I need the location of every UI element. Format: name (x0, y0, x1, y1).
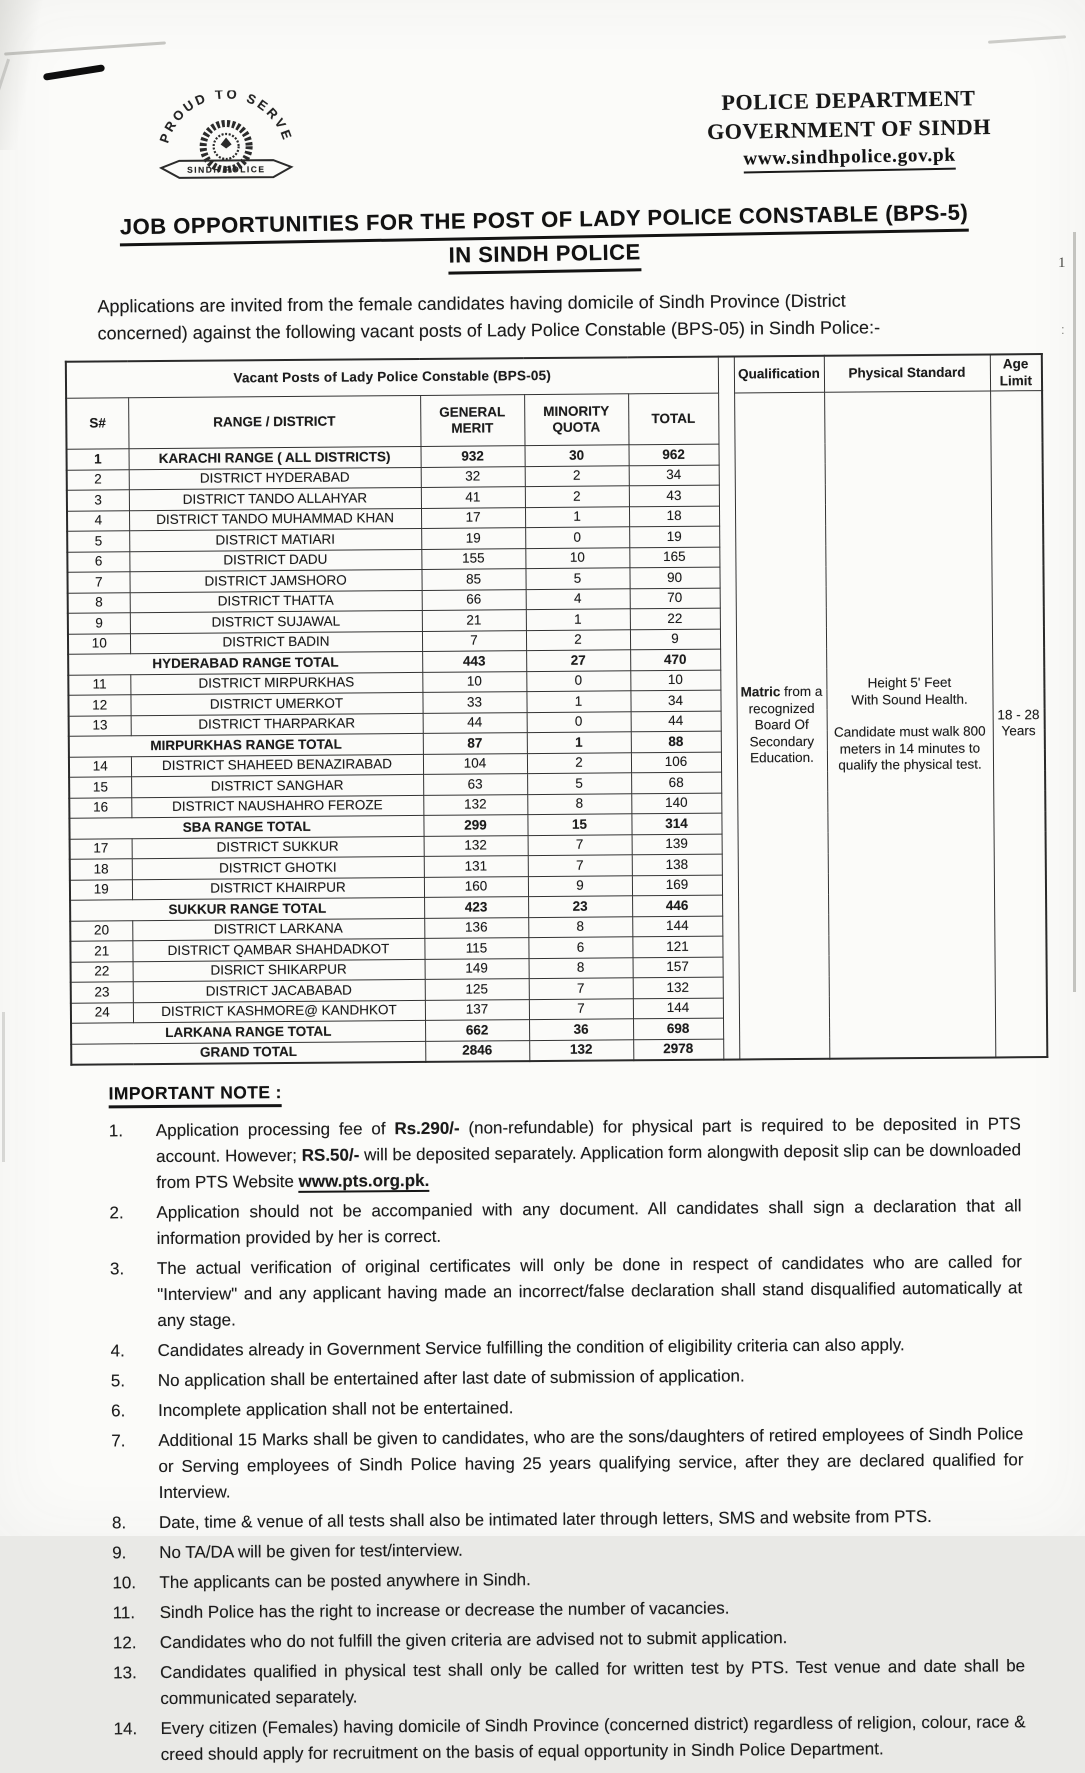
table-cell: 32 (421, 466, 525, 487)
table-cell: 7 (529, 978, 633, 999)
qualification-text: from a recognized Board Of Secondary Education. (748, 683, 823, 766)
table-cell: DISTRICT DADU (129, 549, 421, 572)
table-cell: DISTRICT MIRPURKHAS (130, 672, 422, 695)
table-cell: 19 (629, 526, 719, 547)
note-item (110, 1249, 1023, 1334)
sno-header: S# (66, 398, 128, 449)
note-number: 1. (108, 1120, 124, 1140)
table-cell: 662 (425, 1020, 529, 1041)
table-cell: 21 (422, 610, 526, 631)
age-line: 18 - 28 (997, 706, 1040, 723)
notes-list (109, 1111, 1026, 1768)
table-cell: 2846 (425, 1040, 529, 1061)
note-number: 10. (112, 1572, 137, 1592)
table-cell: 443 (422, 651, 526, 672)
table-cell: 6 (528, 937, 632, 958)
note-text (160, 1623, 1025, 1656)
note-text (159, 1533, 1024, 1566)
table-cell: 44 (423, 712, 527, 733)
table-cell: 2 (67, 469, 129, 490)
table-cell: 11 (68, 674, 130, 695)
note-item (112, 1533, 1024, 1566)
table-cell: 22 (71, 961, 133, 982)
table-cell: 19 (70, 879, 132, 900)
table-cell: DISTRICT MATIARI (129, 528, 421, 551)
table-cell: DISTRICT UMERKOT (130, 692, 422, 715)
note-item (109, 1111, 1022, 1196)
table-cell: 698 (633, 1018, 723, 1039)
text-segment: Candidates who do not fulfill the given criteria are advised not to submit application. (159, 1627, 788, 1652)
note-text (159, 1563, 1024, 1596)
table-cell: 15 (527, 814, 631, 835)
text-segment: Application should not be accompanied with any document. All candidates shall sign a declaration that all information provided by her is correct. (156, 1195, 1022, 1248)
table-cell: 10 (525, 547, 629, 568)
table-cell: 3 (67, 490, 129, 511)
table-cell: 1 (67, 449, 129, 470)
physical-standard-cell (824, 391, 995, 1058)
table-cell: 423 (424, 897, 528, 918)
text-segment: Incomplete application shall not be entertained. (157, 1397, 514, 1420)
table-cell: 23 (71, 982, 133, 1003)
note-item (109, 1193, 1021, 1252)
table-cell: DISTRICT KASHMORE@ KANDHKOT (133, 1000, 425, 1023)
important-note-heading: IMPORTANT NOTE : (108, 1082, 281, 1108)
table-cell: 8 (68, 592, 130, 613)
table-cell: 0 (526, 670, 630, 691)
note-item (112, 1563, 1024, 1596)
table-cell: 10 (68, 633, 130, 654)
table-cell: 8 (527, 793, 631, 814)
table-cell: 125 (425, 979, 529, 1000)
table-cell: 68 (631, 772, 721, 793)
table-cell: 13 (69, 715, 131, 736)
note-item (111, 1391, 1023, 1424)
table-cell: DISTRICT SUKKUR (132, 836, 424, 859)
table-cell: GRAND TOTAL (71, 1041, 425, 1064)
important-note-section (108, 1076, 1025, 1768)
note-number: 2. (109, 1202, 124, 1222)
table-cell: KARACHI RANGE ( ALL DISTRICTS) (129, 446, 421, 469)
age-line: Years (1001, 723, 1036, 739)
note-number: 3. (109, 1258, 125, 1278)
table-cell: 0 (527, 711, 631, 732)
note-text (156, 1111, 1022, 1196)
table-cell: 2978 (633, 1039, 723, 1060)
table-cell: 21 (70, 941, 132, 962)
table-cell: 446 (632, 895, 722, 916)
note-text (158, 1391, 1023, 1424)
table-cell: 7 (529, 998, 633, 1019)
table-cell: DISTRICT THATTA (130, 590, 422, 613)
table-cell: 140 (631, 793, 721, 814)
table-cell: 136 (424, 917, 528, 938)
table-cell: 962 (628, 444, 718, 465)
table-cell: 18 (70, 859, 132, 880)
table-cell: 132 (633, 977, 723, 998)
table-cell: 2 (525, 486, 629, 507)
table-cell: 1 (525, 506, 629, 527)
page-title (1, 196, 1085, 283)
minority-quota-header: MINORITY QUOTA (524, 394, 628, 446)
table-cell: 1 (526, 691, 630, 712)
scan-margin-dots: : (1061, 322, 1065, 337)
note-text (157, 1249, 1023, 1334)
table-cell: 8 (528, 916, 632, 937)
table-cell: 2 (525, 465, 629, 486)
table-cell: 138 (632, 854, 722, 875)
table-cell: DISTRICT HYDERABAD (129, 467, 421, 490)
table-cell: DISTRICT GHOTKI (132, 856, 424, 879)
vacant-posts-header: Vacant Posts of Lady Police Constable (BPS-05) (66, 357, 718, 399)
table-cell: 22 (630, 608, 720, 629)
table-cell: 18 (629, 506, 719, 527)
text-segment: Candidates already in Government Service fulfilling the condition of eligibility criteria can also apply. (157, 1334, 905, 1360)
table-cell: 9 (528, 875, 632, 896)
note-item (113, 1623, 1025, 1656)
table-cell: 132 (529, 1039, 633, 1060)
intro-paragraph (97, 286, 997, 347)
table-cell: 2 (527, 752, 631, 773)
note-text (160, 1593, 1025, 1626)
note-number: 13. (113, 1662, 137, 1682)
table-cell: HYDERABAD RANGE TOTAL (68, 651, 422, 674)
text-segment: The applicants can be posted anywhere in Sindh. (159, 1569, 531, 1592)
table-cell: 7 (528, 834, 632, 855)
text-segment: Date, time & venue of all tests shall also be intimated later through letters, SMS and website from PTS. (158, 1506, 932, 1532)
text-segment: Rs.290/- (394, 1118, 460, 1138)
note-number: 11. (112, 1602, 136, 1622)
table-cell: 115 (424, 938, 528, 959)
note-item (113, 1653, 1025, 1712)
table-cell: 314 (631, 813, 721, 834)
table-cell: DISTRICT QAMBAR SHAHDADKOT (132, 938, 424, 961)
table-subheader-row (66, 391, 1042, 450)
note-text (160, 1709, 1025, 1768)
table-cell: 10 (630, 670, 720, 691)
table-cell: 1 (526, 609, 630, 630)
note-text (159, 1503, 1024, 1536)
text-segment: Candidates qualified in physical test shall only be called for written test by PTS. Test venue and date shall be communicated separately. (160, 1655, 1026, 1708)
table-cell: 34 (629, 465, 719, 486)
table-cell: DISTRICT SHAHEED BENAZIRABAD (131, 754, 423, 777)
logo-arch-text: PROUD TO SERVE (156, 89, 296, 145)
note-item (111, 1421, 1024, 1506)
table-cell: 14 (69, 756, 131, 777)
table-cell: DISTRICT SUJAWAL (130, 610, 422, 633)
table-cell: 121 (632, 936, 722, 957)
table-cell: 16 (69, 797, 131, 818)
table-cell: 9 (630, 629, 720, 650)
table-cell: 9 (68, 613, 130, 634)
note-item (111, 1361, 1023, 1394)
table-cell: 17 (70, 838, 132, 859)
note-number: 8. (111, 1512, 127, 1532)
age-limit-header: Age Limit (990, 354, 1042, 391)
table-cell: 144 (632, 916, 722, 937)
note-item (113, 1709, 1025, 1768)
table-cell: 44 (631, 711, 721, 732)
range-district-header: RANGE / DISTRICT (128, 395, 420, 448)
table-cell: 88 (631, 731, 721, 752)
table-cell: 104 (423, 753, 527, 774)
table-cell: 160 (424, 876, 528, 897)
intro-line: Applications are invited from the female candidates having domicile of Sindh Province (District (97, 290, 846, 317)
note-text (156, 1193, 1021, 1252)
table-cell: 157 (633, 957, 723, 978)
table-cell: 43 (629, 485, 719, 506)
table-cell: DISTRICT KHAIRPUR (132, 877, 424, 900)
table-cell: SUKKUR RANGE TOTAL (70, 897, 424, 920)
table-cell: 90 (629, 567, 719, 588)
table-cell: 19 (421, 528, 525, 549)
table-cell: 30 (524, 445, 628, 466)
note-text (160, 1653, 1025, 1712)
text-segment: No application shall be entertained after last date of submission of application. (157, 1365, 745, 1390)
sindh-police-logo (139, 90, 315, 198)
table-cell: DISRICT SHIKARPUR (133, 959, 425, 982)
department-name: POLICE DEPARTMENT (721, 85, 976, 115)
text-segment: Sindh Police has the right to increase or decrease the number of vacancies. (159, 1598, 730, 1622)
document-header (139, 84, 992, 198)
logo-banner-text: SINDH POLICE (187, 164, 266, 175)
table-cell: 5 (527, 773, 631, 794)
general-merit-header: GENERAL MERIT (420, 395, 524, 447)
table-cell: 299 (423, 815, 527, 836)
table-cell: 17 (421, 507, 525, 528)
qualification-header: Qualification (734, 356, 824, 393)
table-cell: 6 (67, 551, 129, 572)
table-cell: MIRPURKHAS RANGE TOTAL (69, 733, 423, 756)
table-cell: 155 (421, 548, 525, 569)
text-segment: (non-refundable) for physical part is required to be deposited in PTS account. However; (155, 1113, 1021, 1166)
table-cell: 20 (70, 920, 132, 941)
table-cell: 66 (422, 589, 526, 610)
table-cell: 10 (422, 671, 526, 692)
text-segment: Application processing fee of (155, 1118, 395, 1140)
table-cell: DISTRICT TANDO MUHAMMAD KHAN (129, 508, 421, 531)
agency-block (706, 83, 992, 174)
note-number: 14. (113, 1718, 138, 1738)
table-cell: 149 (425, 958, 529, 979)
note-text (157, 1331, 1022, 1364)
qualification-lead: Matric (740, 684, 781, 700)
note-number: 5. (110, 1370, 126, 1390)
note-text (158, 1361, 1023, 1394)
table-cell: LARKANA RANGE TOTAL (71, 1020, 425, 1043)
table-cell: 1 (527, 732, 631, 753)
text-segment: Additional 15 Marks shall be given to candidates, who are the sons/daughters of retired employees of Sindh Police or Serving employees of Sindh Police having 25 years qualifying service, after they are declared qualified for Interview. (158, 1423, 1024, 1502)
table-cell: DISTRICT TANDO ALLAHYAR (129, 487, 421, 510)
table-cell: DISTRICT JACABABAD (133, 979, 425, 1002)
table-cell: 33 (422, 692, 526, 713)
table-cell: 137 (425, 999, 529, 1020)
table-cell: 7 (422, 630, 526, 651)
table-cell: 0 (525, 527, 629, 548)
note-item (113, 1593, 1025, 1626)
table-cell: 2 (526, 629, 630, 650)
table-cell: 23 (528, 896, 632, 917)
table-cell: 165 (629, 547, 719, 568)
table-cell: 85 (421, 569, 525, 590)
note-number: 9. (112, 1542, 127, 1562)
table-cell: 24 (71, 1002, 133, 1023)
table-cell: 131 (424, 856, 528, 877)
note-text (158, 1421, 1024, 1506)
text-segment: No TA/DA will be given for test/interview. (159, 1540, 463, 1562)
table-cell: DISTRICT LARKANA (132, 918, 424, 941)
table-cell: DISTRICT JAMSHORO (129, 569, 421, 592)
text-segment: RS.50/- (301, 1144, 360, 1165)
table-cell: 132 (424, 835, 528, 856)
table-cell: SBA RANGE TOTAL (69, 815, 423, 838)
scan-page-edge (2, 1012, 5, 1162)
note-item (110, 1331, 1022, 1364)
table-cell: 15 (69, 777, 131, 798)
note-item (112, 1503, 1024, 1536)
note-number: 4. (110, 1340, 125, 1360)
physical-standard-header: Physical Standard (824, 354, 990, 392)
note-number: 6. (110, 1400, 126, 1420)
table-cell: 70 (630, 588, 720, 609)
physical-para: Candidate must walk 800 meters in 14 minutes to qualify the physical test. (833, 723, 986, 773)
age-limit-cell (990, 391, 1047, 1057)
total-header: TOTAL (628, 393, 718, 445)
table-cell: 4 (67, 510, 129, 531)
pts-website-link[interactable]: www.pts.org.pk. (298, 1170, 430, 1191)
table-cell: 5 (525, 568, 629, 589)
table-cell: DISTRICT BADIN (130, 631, 422, 654)
qualification-cell (734, 392, 829, 1059)
text-segment: will be deposited separately. Application form alongwith deposit slip can be downloaded from PTS Website (156, 1139, 1022, 1192)
table-cell: 8 (529, 957, 633, 978)
table-cell: 132 (423, 794, 527, 815)
table-cell: 169 (632, 875, 722, 896)
intro-line: concerned) against the following vacant posts of Lady Police Constable (BPS-05) in Sindh Police:- (97, 317, 881, 344)
table-cell: 41 (421, 487, 525, 508)
note-number: 7. (111, 1430, 126, 1450)
police-website-link[interactable]: www.sindhpolice.gov.pk (743, 145, 956, 174)
svg-text:PROUD TO SERVE (156, 90, 296, 145)
vacancy-table (65, 353, 1049, 1065)
table-cell: 63 (423, 774, 527, 795)
table-cell: 87 (423, 733, 527, 754)
title-line-1: JOB OPPORTUNITIES FOR THE POST OF LADY POLICE CONSTABLE (BPS-5) (120, 198, 969, 247)
table-cell: 144 (633, 998, 723, 1019)
table-cell: DISTRICT THARPARKAR (131, 713, 423, 736)
text-segment: Every citizen (Females) having domicile of Sindh Province (concerned district) regardless of religion, colour, race & creed should apply for recruitment on the basis of equal opportunity in Sindh Police Department. (160, 1711, 1026, 1764)
table-cell: 27 (526, 650, 630, 671)
table-cell: 7 (528, 855, 632, 876)
physical-line: With Sound Health. (851, 691, 968, 708)
table-cell: 36 (529, 1019, 633, 1040)
scan-margin-digit: 1 (1058, 255, 1066, 271)
government-name: GOVERNMENT OF SINDH (706, 113, 992, 145)
table-cell: 106 (631, 752, 721, 773)
table-cell: 5 (67, 531, 129, 552)
table-cell: 932 (421, 446, 525, 467)
table-cell: DISTRICT SANGHAR (131, 774, 423, 797)
text-segment: The actual verification of original certificates will only be done in respect of candidates who are called for "Interview" and any applicant having made an incorrect/false declaration shall stand disqualified automatically at any stage. (156, 1251, 1023, 1330)
table-cell: 4 (526, 588, 630, 609)
table-cell: DISTRICT NAUSHAHRO FEROZE (131, 795, 423, 818)
physical-line: Height 5' Feet (867, 674, 952, 691)
note-number: 12. (112, 1632, 137, 1652)
table-cell: 34 (630, 690, 720, 711)
table-cell: 7 (67, 572, 129, 593)
table-cell: 12 (68, 695, 130, 716)
title-line-2: IN SINDH POLICE (448, 237, 641, 274)
table-cell: 470 (630, 649, 720, 670)
table-cell: 139 (632, 834, 722, 855)
